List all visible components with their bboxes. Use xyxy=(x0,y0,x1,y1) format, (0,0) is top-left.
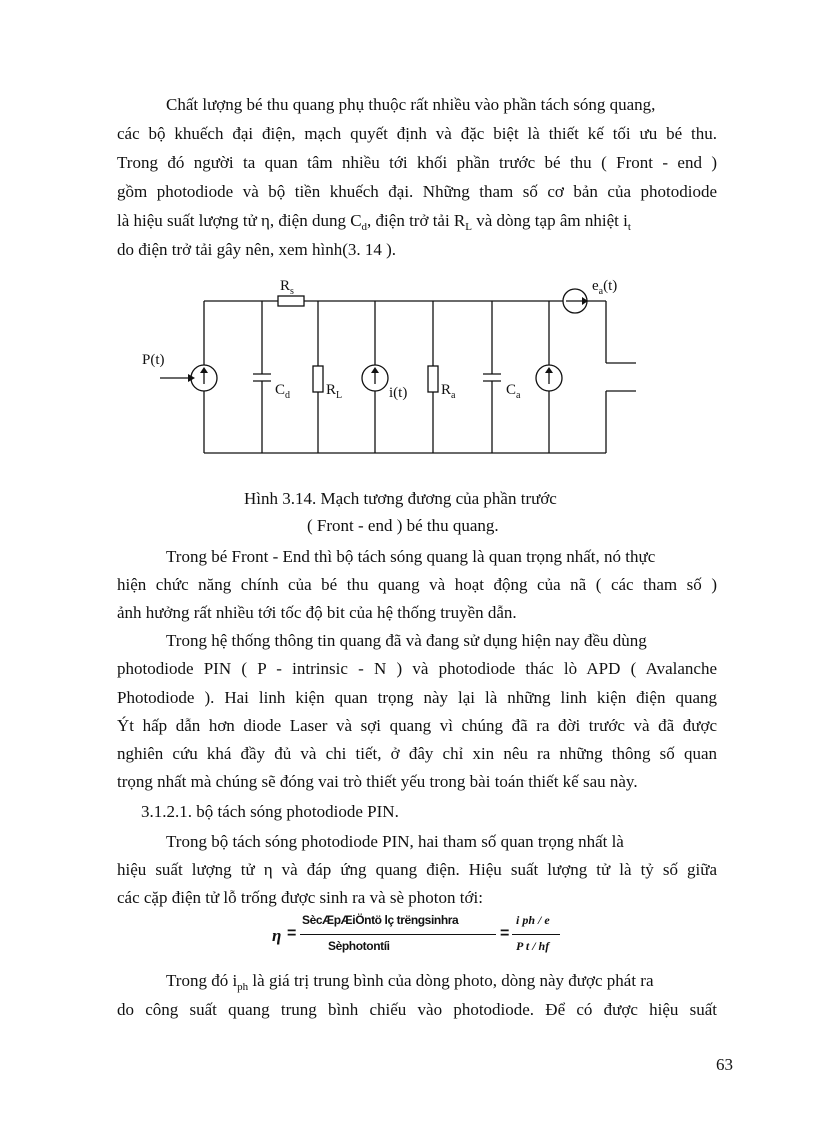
para5-line-1-part-a: Trong đó i xyxy=(166,971,238,990)
figure-caption-line-2: ( Front - end ) bé thu quang. xyxy=(307,516,499,535)
para3-line-4: Ýt hấp dẫn hơn diode Laser và sợi quang vì chúng đã ra đời trước và đã được xyxy=(117,716,717,735)
label-ea: $e_a(t)$ xyxy=(592,278,618,297)
label-cd: $C_d$ xyxy=(275,382,291,401)
page-number: 63 xyxy=(716,1055,733,1074)
label-noise-current: i(t) xyxy=(389,385,408,401)
para3-line-2: photodiode PIN ( P - intrinsic - N ) và photodiode thác lò APD ( Avalanche xyxy=(117,659,717,678)
intro-line-5-part-c: và dòng tạp âm nhiệt i xyxy=(472,211,628,230)
equation-denominator-2: P t / hf xyxy=(516,939,550,953)
equation-numerator-2: i ph / e xyxy=(516,913,550,927)
equation-fraction-bar-1 xyxy=(300,934,496,935)
equivalent-circuit-diagram xyxy=(120,268,660,468)
intro-line-1: Chất lượng bé thu quang phụ thuộc rất nhiều vào phần tách sóng quang, xyxy=(166,95,656,114)
intro-line-6: do điện trở tải gây nên, xem hình(3. 14 ). xyxy=(117,240,397,259)
resistor-rl-symbol xyxy=(313,366,323,392)
equation-denominator-1: Sèphotontíi xyxy=(328,939,390,953)
subscript-l: L xyxy=(465,221,473,233)
section-heading: 3.1.2.1. bộ tách sóng photodiode PIN. xyxy=(141,802,399,821)
para3-line-1: Trong hệ thống thông tin quang đã và đang sử dụng hiện nay đều dùng xyxy=(166,631,647,650)
para4-line-3: các cặp điện tử lỗ trống được sinh ra và sè photon tới: xyxy=(117,888,483,907)
photodiode-arrow-head xyxy=(200,367,208,373)
resistor-rs-symbol xyxy=(278,296,304,306)
label-rl: $R_L$ xyxy=(326,382,343,401)
intro-line-4: gồm photodiode và bộ tiền khuếch đại. Những tham số cơ bản của photodiode xyxy=(117,182,717,201)
subscript-ph: ph xyxy=(237,981,249,993)
para2-line-2: hiện chức năng chính của bé thu quang và hoạt động của nã ( các tham số ) xyxy=(117,575,717,594)
intro-line-5 xyxy=(117,210,631,232)
intro-line-3: Trong đó người ta quan tâm nhiều tới khối phần trước bé thu ( Front - end ) xyxy=(117,153,717,172)
para3-line-6: trọng nhất mà chúng sẽ đóng vai trò thiết yếu trong bài toán thiết kế sau này. xyxy=(117,772,638,791)
equation-equals-2: = xyxy=(500,925,510,942)
para3-line-3: Photodiode ). Hai linh kiện quan trọng này lại là những linh kiện điện quang xyxy=(117,688,717,707)
para5-line-2: do công suất quang trung bình chiếu vào photodiode. Để có được hiệu suất xyxy=(117,1000,717,1019)
intro-line-2: các bộ khuếch đại điện, mạch quyết định và đặc biệt là thiết kế tối ưu bé thu. xyxy=(117,124,717,143)
equation-numerator-1: SècÆpÆiÖntö lç trëngsinhra xyxy=(302,913,459,927)
para5-line-1-part-b: là giá trị trung bình của dòng photo, dòng này được phát ra xyxy=(248,971,654,990)
subscript-d: d xyxy=(361,221,368,233)
subscript-t: t xyxy=(627,221,631,233)
label-ca: $C_a$ xyxy=(506,382,521,401)
figure-caption-line-1: Hình 3.14. Mạch tương đương của phần trước xyxy=(244,489,557,508)
quantum-efficiency-equation xyxy=(272,913,572,961)
intro-line-5-part-a: là hiệu suất lượng tử η, điện dung C xyxy=(117,211,362,230)
equation-fraction-bar-2 xyxy=(512,934,560,935)
noise-source-arrow-head xyxy=(371,367,379,373)
amp-source-arrow-head xyxy=(545,367,553,373)
para5-line-1 xyxy=(166,970,654,992)
equation-equals-1: = xyxy=(287,925,297,942)
para4-line-1: Trong bộ tách sóng photodiode PIN, hai tham số quan trọng nhất là xyxy=(166,832,624,851)
para2-line-3: ảnh hưởng rất nhiều tới tốc độ bit của hệ thống truyền dẫn. xyxy=(117,603,517,622)
equation-eta: η xyxy=(272,926,282,945)
label-rs: $R_s$ xyxy=(280,278,294,297)
resistor-ra-symbol xyxy=(428,366,438,392)
para3-line-5: nghiên cứu khá đầy đủ và chi tiết, ở đây chỉ xin nêu ra những thông số quan xyxy=(117,744,717,763)
para4-line-2: hiệu suất lượng tử η và đáp ứng quang điện. Hiệu suất lượng tử là tỷ số giữa xyxy=(117,860,717,879)
label-ra: $R_a$ xyxy=(441,382,456,401)
para2-line-1: Trong bé Front - End thì bộ tách sóng quang là quan trọng nhất, nó thực xyxy=(166,547,656,566)
intro-line-5-part-b: , điện trở tải R xyxy=(367,211,466,230)
label-input-power: P(t) xyxy=(142,352,165,368)
